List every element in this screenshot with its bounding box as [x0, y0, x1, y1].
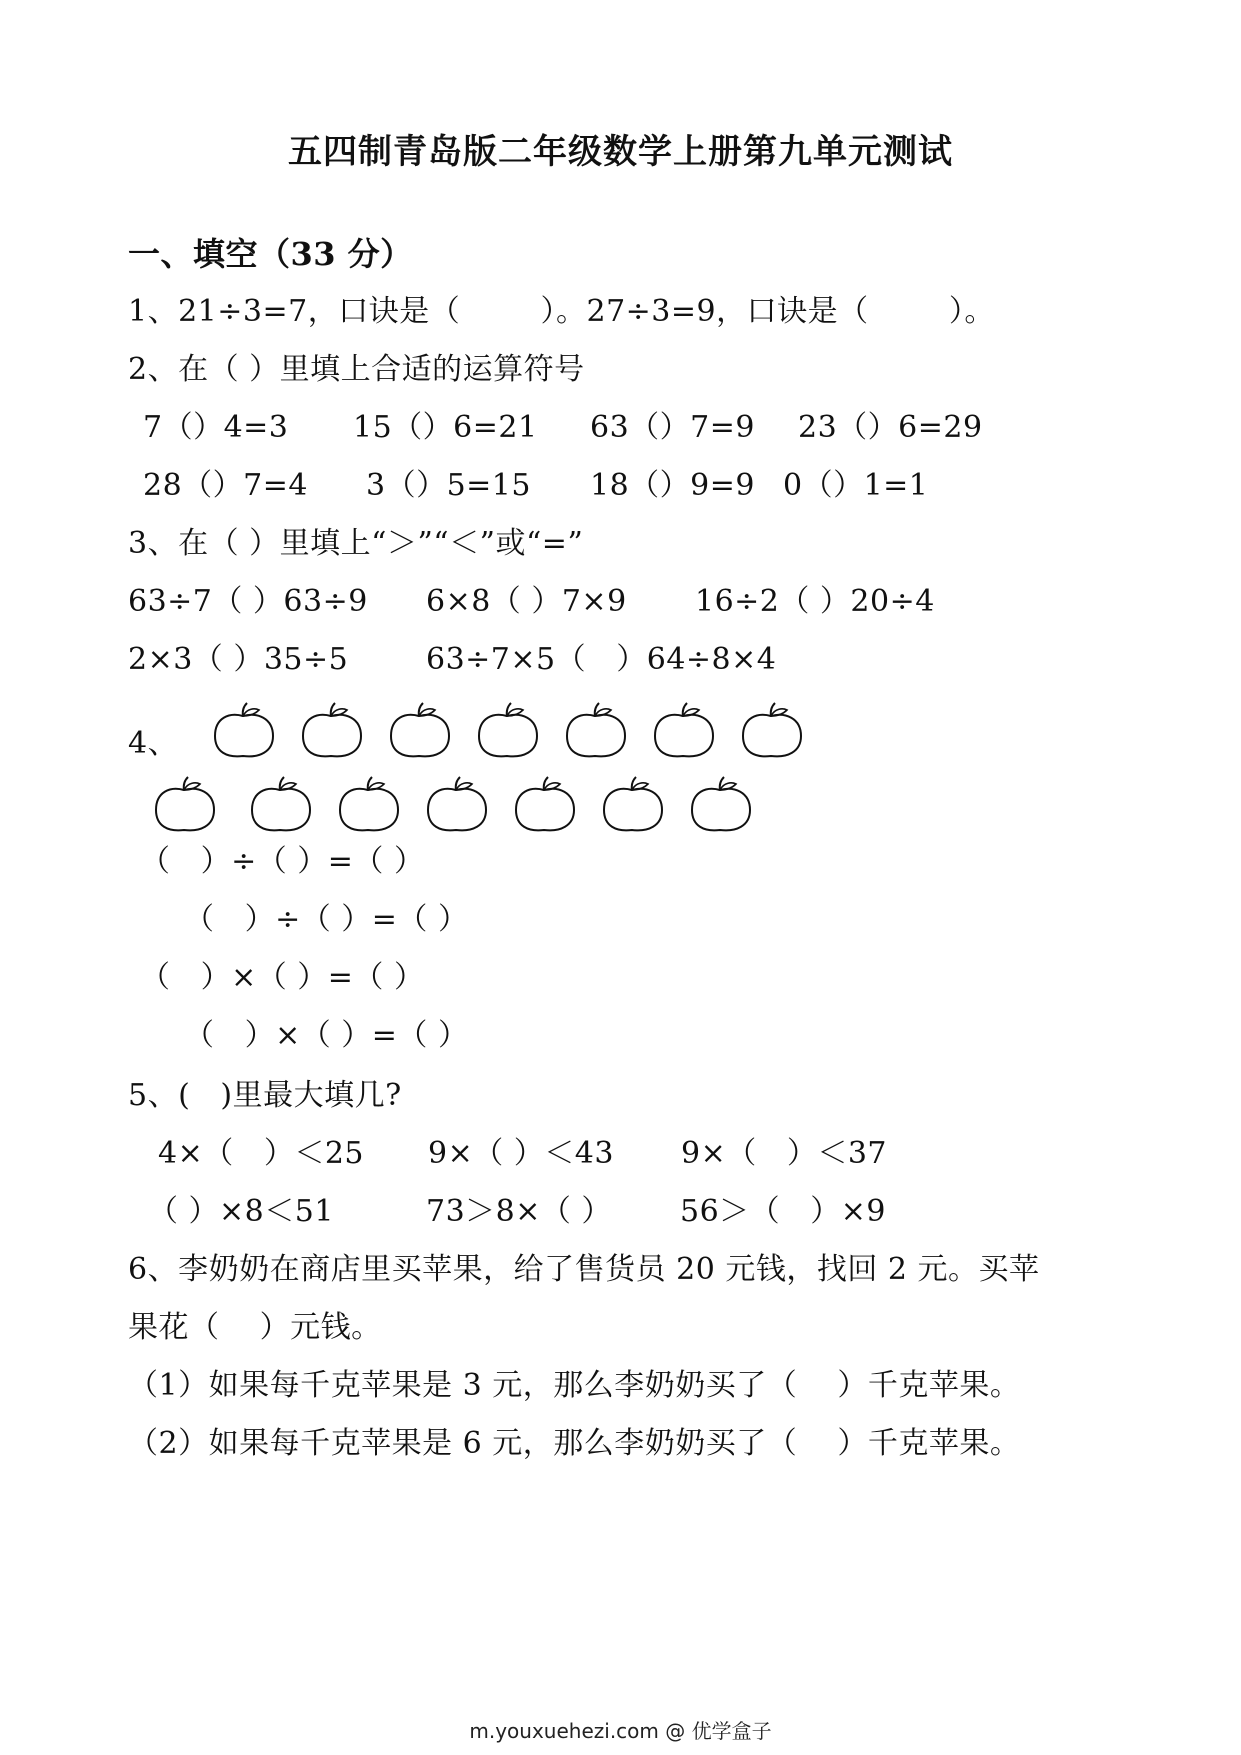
apple-icon: [508, 774, 580, 836]
q2-item: 0（）1=1: [783, 468, 929, 503]
footer-watermark: m.youxuehezi.com @ 优学盒子: [469, 1719, 772, 1743]
apple-icon: [647, 700, 719, 762]
q3-item: 2×3（ ）35÷5: [128, 642, 349, 677]
apple-icon: [207, 700, 279, 762]
q2-item: 63（）7=9: [590, 410, 755, 445]
section-heading-fill-blank: 一、填空（33 分）: [128, 235, 413, 273]
q4-equation-4: （ ）×（ ）=（ ）: [184, 1018, 469, 1053]
apple-icon: [332, 774, 404, 836]
question-6-sub-2: （2）如果每千克苹果是 6 元，那么李奶奶买了（ ）千克苹果。: [128, 1426, 1021, 1461]
q5-item: 9×（ ）＜43: [428, 1136, 614, 1171]
document-title: 五四制青岛版二年级数学上册第九单元测试: [288, 132, 953, 172]
question-4-label: 4、: [128, 726, 179, 761]
apple-icon: [420, 774, 492, 836]
apple-icon: [596, 774, 668, 836]
q5-item: 73＞8×（ ）: [426, 1194, 612, 1229]
apple-icon: [295, 700, 367, 762]
question-6-line-1: 6、李奶奶在商店里买苹果，给了售货员 20 元钱，找回 2 元。买苹: [128, 1252, 1040, 1287]
q2-item: 15（）6=21: [353, 410, 538, 445]
question-6-line-2: 果花（ ）元钱。: [128, 1310, 382, 1345]
q3-item: 63÷7（ ）63÷9: [128, 584, 368, 619]
question-2: 2、在（ ）里填上合适的运算符号: [128, 352, 585, 387]
apple-icon: [148, 774, 220, 836]
apple-icon: [383, 700, 455, 762]
question-6-sub-1: （1）如果每千克苹果是 3 元，那么李奶奶买了（ ）千克苹果。: [128, 1368, 1021, 1403]
q4-equation-1: （ ）÷（ ）=（ ）: [140, 844, 425, 879]
q3-item: 16÷2（ ）20÷4: [695, 584, 935, 619]
q2-item: 28（）7=4: [143, 468, 308, 503]
question-5: 5、( )里最大填几?: [128, 1078, 402, 1113]
apple-icon: [684, 774, 756, 836]
apple-icon: [559, 700, 631, 762]
question-3: 3、在（ ）里填上“＞”“＜”或“=”: [128, 526, 584, 561]
q5-item: 56＞（ ）×9: [680, 1194, 887, 1229]
q5-item: （ ）×8＜51: [148, 1194, 334, 1229]
q5-item: 9×（ ）＜37: [681, 1136, 888, 1171]
q3-item: 6×8（ ）7×9: [426, 584, 627, 619]
q2-item: 3（）5=15: [366, 468, 531, 503]
question-1: 1、21÷3=7，口诀是（ ）。27÷3=9，口诀是（ ）。: [128, 294, 995, 329]
q2-item: 7（）4=3: [143, 410, 289, 445]
q4-equation-3: （ ）×（ ）=（ ）: [140, 960, 425, 995]
apple-row-bottom: [148, 774, 772, 836]
q4-equation-2: （ ）÷（ ）=（ ）: [184, 902, 469, 937]
apple-row-top: [207, 700, 823, 762]
q2-item: 23（）6=29: [798, 410, 983, 445]
apple-icon: [735, 700, 807, 762]
apple-icon: [471, 700, 543, 762]
q2-item: 18（）9=9: [590, 468, 755, 503]
q5-item: 4×（ ）＜25: [158, 1136, 365, 1171]
apple-icon: [244, 774, 316, 836]
q3-item: 63÷7×5（ ）64÷8×4: [426, 642, 777, 677]
